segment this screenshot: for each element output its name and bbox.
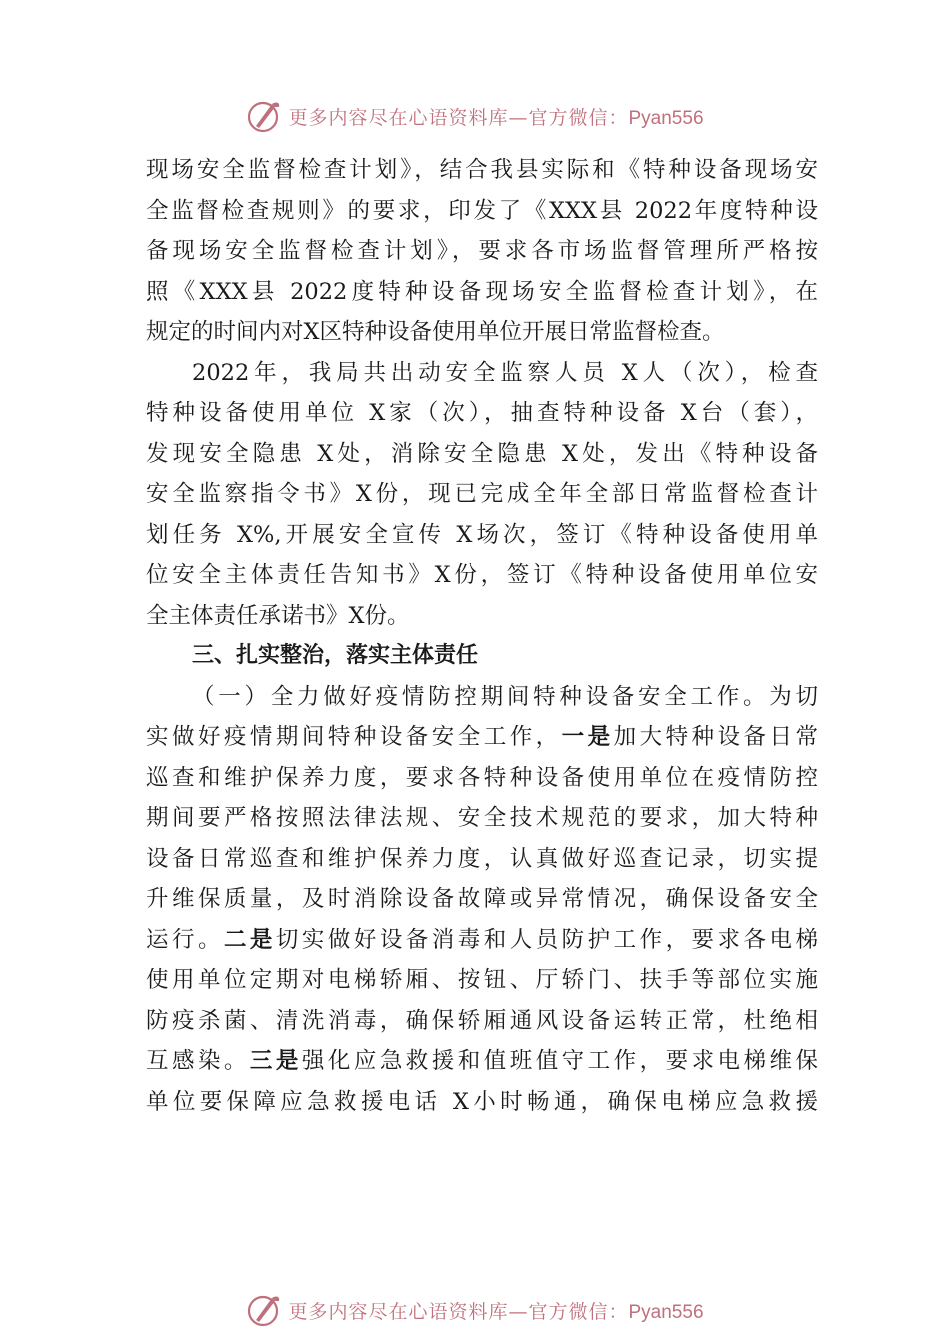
section-heading: 三、扎实整治，落实主体责任 bbox=[192, 643, 479, 668]
text-line: 全监督检查规则》的要求，印发了《XXX县 2022年度特种设 bbox=[146, 197, 818, 224]
text-line: 单位要保障应急救援电话 X小时畅通，确保电梯应急救援 bbox=[146, 1088, 818, 1115]
text-line: 备现场安全监督检查计划》，要求各市场监督管理所严格按 bbox=[146, 238, 818, 264]
text-line: 实做好疫情期间特种设备安全工作，一是加大特种设备日常 bbox=[146, 724, 818, 750]
emphasis-first: 一是 bbox=[561, 724, 614, 750]
text-line: 全主体责任承诺书》X份。 bbox=[146, 602, 410, 629]
text-line: 设备日常巡查和维护保养力度，认真做好巡查记录，切实提 bbox=[146, 845, 818, 872]
watermark-handle: Pyan556 bbox=[628, 107, 704, 129]
emphasis-third: 三是 bbox=[249, 1048, 302, 1074]
document-body bbox=[146, 150, 818, 1122]
quill-pen-in-circle-icon bbox=[246, 98, 282, 134]
text-line: 巡查和维护保养力度，要求各特种设备使用单位在疫情防控 bbox=[146, 764, 818, 791]
watermark-text: 更多内容尽在心语资料库—官方微信：Pyan556 bbox=[288, 106, 704, 129]
text-line: 期间要严格按照法律法规、安全技术规范的要求，加大特种 bbox=[146, 805, 818, 831]
text-line: 互感染。三是强化应急救援和值班值守工作，要求电梯维保 bbox=[146, 1048, 818, 1074]
text-line: 照《XXX县 2022度特种设备现场安全监督检查计划》，在 bbox=[146, 278, 818, 305]
text-line: 位安全主体责任告知书》X份，签订《特种设备使用单位安 bbox=[146, 562, 818, 588]
text-line: 特种设备使用单位 X家（次），抽查特种设备 X台（套）， bbox=[146, 400, 818, 426]
text-line: 现场安全监督检查计划》，结合我县实际和《特种设备现场安 bbox=[146, 157, 818, 183]
header-watermark bbox=[0, 94, 950, 138]
text-line: 防疫杀菌、清洗消毒，确保轿厢通风设备运转正常，杜绝相 bbox=[146, 1007, 818, 1034]
text-line: 安全监察指令书》X份，现已完成全年全部日常监督检查计 bbox=[146, 481, 818, 507]
text-line: 划任务 X%,开展安全宣传 X场次，签订《特种设备使用单 bbox=[146, 521, 818, 548]
text-line: 2022年，我局共出动安全监察人员 X人（次），检查 bbox=[192, 359, 818, 386]
text-line: 运行。二是切实做好设备消毒和人员防护工作，要求各电梯 bbox=[146, 926, 818, 953]
watermark-text: 更多内容尽在心语资料库—官方微信：Pyan556 bbox=[288, 1300, 704, 1323]
text-line: 使用单位定期对电梯轿厢、按钮、厅轿门、扶手等部位实施 bbox=[146, 967, 818, 993]
text-line: （一）全力做好疫情防控期间特种设备安全工作。为切 bbox=[192, 683, 818, 710]
watermark-handle: Pyan556 bbox=[628, 1301, 704, 1323]
text-line: 规定的时间内对X区特种设备使用单位开展日常监督检查。 bbox=[146, 319, 725, 345]
quill-pen-in-circle-icon bbox=[246, 1292, 282, 1328]
text-line: 发现安全隐患 X处，消除安全隐患 X处，发出《特种设备 bbox=[146, 440, 818, 467]
emphasis-second: 二是 bbox=[223, 926, 276, 953]
text-line: 升维保质量，及时消除设备故障或异常情况，确保设备安全 bbox=[146, 886, 818, 912]
footer-watermark bbox=[0, 1288, 950, 1332]
